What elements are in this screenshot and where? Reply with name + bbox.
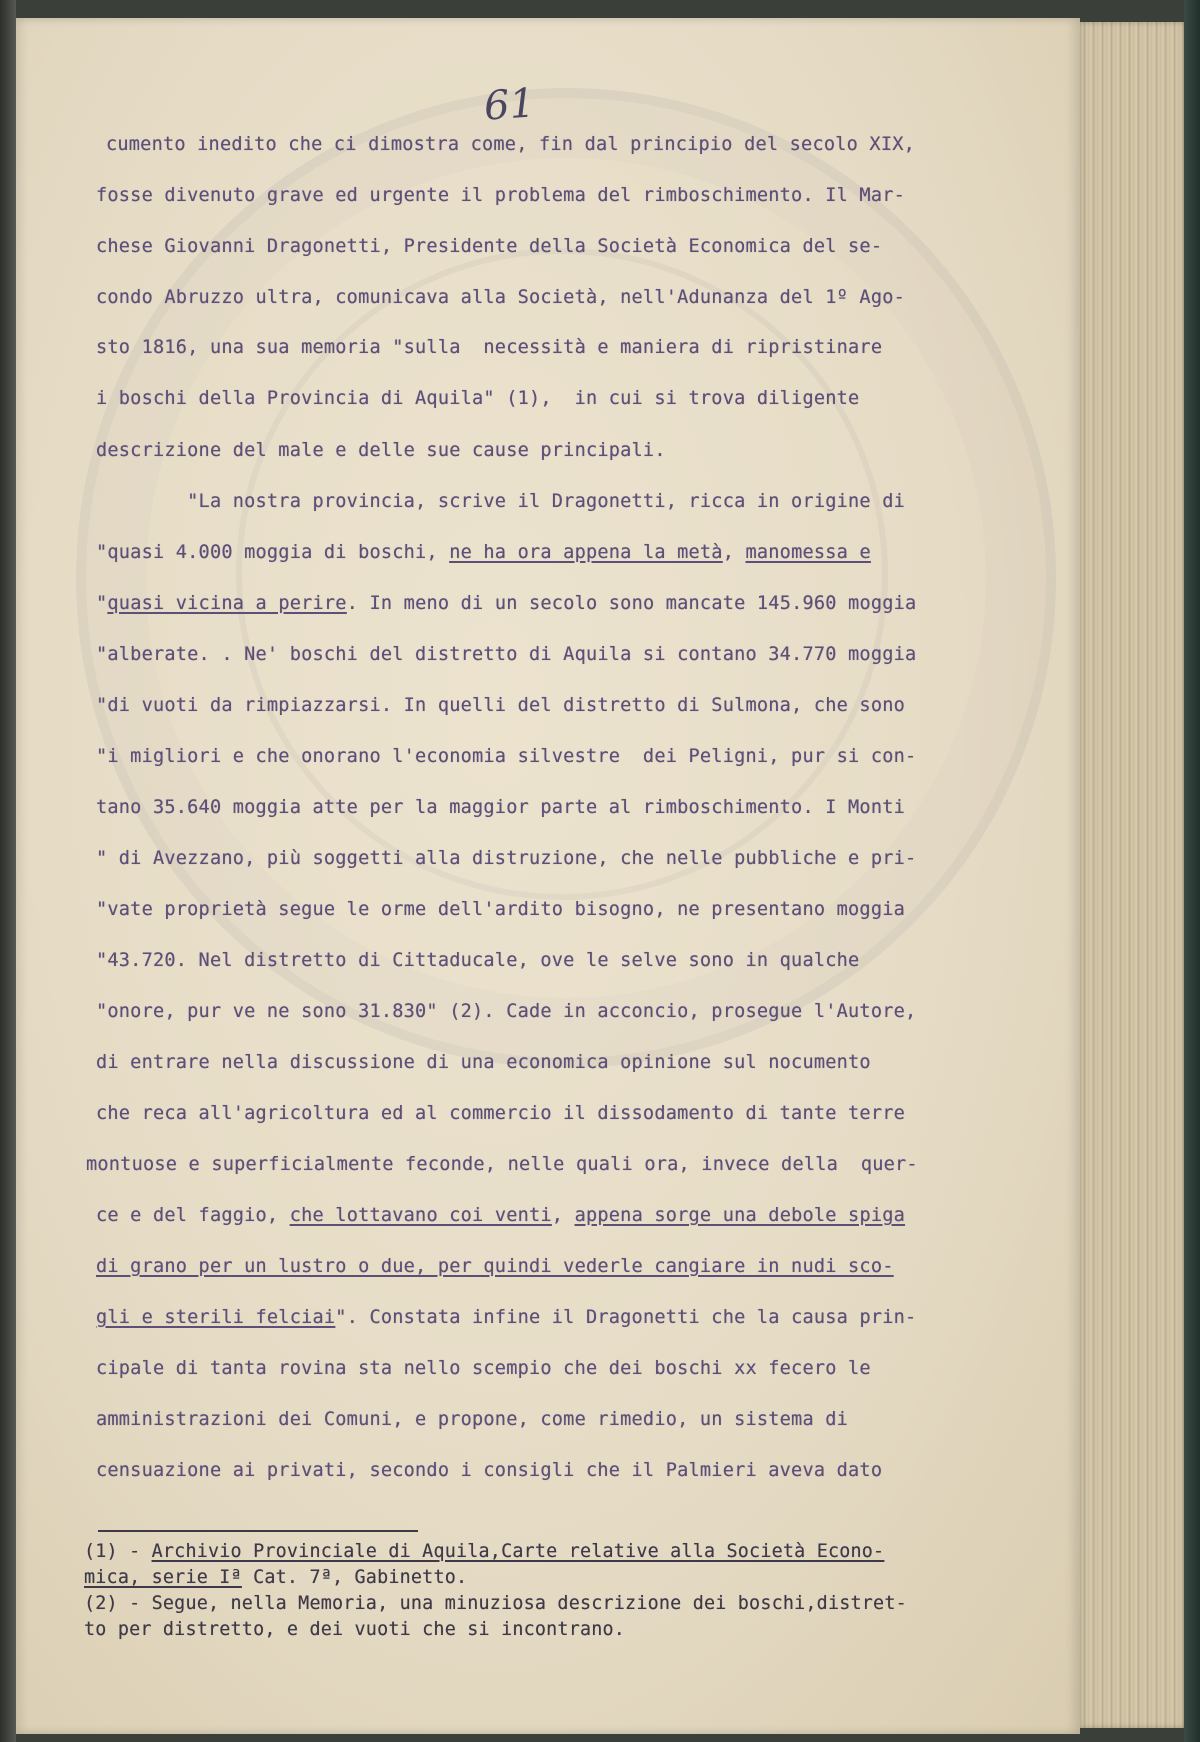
footnote-line: (2) - Segue, nella Memoria, una minuziosa descrizione dei boschi,distret- <box>84 1593 907 1614</box>
body-line: i boschi della Provincia di Aquila" (1), in cui si trova diligente <box>96 388 860 409</box>
library-stamp-watermark <box>76 88 1056 1068</box>
underlined-phrase: mica, serie Iª <box>84 1567 242 1588</box>
body-line: "vate proprietà segue le orme dell'ardito bisogno, ne presentano moggia <box>96 899 906 920</box>
underlined-phrase: manomessa e <box>745 542 871 563</box>
underlined-phrase: che lottavano coi venti <box>289 1205 552 1226</box>
book-binding-left <box>0 0 16 1742</box>
footnote-segment: (1) - <box>84 1541 152 1562</box>
underlined-phrase: appena sorge una debole spiga <box>574 1205 906 1226</box>
footnote-line <box>84 1567 467 1588</box>
body-line-segment: , <box>722 542 746 563</box>
body-line: montuose e superficialmente feconde, nelle quali ora, invece della quer- <box>86 1154 918 1175</box>
body-line: "onore, pur ve ne sono 31.830" (2). Cade in acconcio, prosegue l'Autore, <box>96 1001 917 1022</box>
body-line: cipale di tanta rovina sta nello scempio che dei boschi xx fecero le <box>96 1358 871 1379</box>
body-line: "La nostra provincia, scrive il Dragonetti, ricca in origine di <box>96 491 906 512</box>
underlined-phrase: di grano per un lustro o due, per quindi vederle cangiare in nudi sco- <box>96 1256 894 1277</box>
body-line-underlined <box>96 1256 894 1277</box>
body-line: descrizione del male e delle sue cause principali. <box>96 440 666 461</box>
document-page <box>16 18 1080 1734</box>
body-line: tano 35.640 moggia atte per la maggior parte al rimboschimento. I Monti <box>96 797 906 818</box>
body-line: "alberate. . Ne' boschi del distretto di Aquila si contano 34.770 moggia <box>96 644 917 665</box>
page-number: 61 <box>482 80 537 130</box>
footnote-separator-rule <box>98 1530 418 1532</box>
body-line: che reca all'agricoltura ed al commercio il dissodamento di tante terre <box>96 1103 906 1124</box>
body-line-underlined <box>96 542 871 563</box>
body-line: chese Giovanni Dragonetti, Presidente della Società Economica del se- <box>96 236 883 257</box>
body-line: di entrare nella discussione di una economica opinione sul nocumento <box>96 1052 871 1073</box>
underlined-phrase: ne ha ora appena la metà <box>449 542 723 563</box>
footnote-line: to per distretto, e dei vuoti che si incontrano. <box>84 1619 626 1640</box>
body-line-segment: ce e del faggio, <box>96 1205 290 1226</box>
body-line-segment: , <box>551 1205 575 1226</box>
body-line-underlined <box>96 1307 916 1328</box>
body-line-segment: " <box>96 593 108 614</box>
body-line-segment: "quasi 4.000 moggia di boschi, <box>96 542 450 563</box>
body-line-underlined <box>96 1205 905 1226</box>
body-line-underlined <box>96 593 916 614</box>
page-stack-edge <box>1080 22 1184 1728</box>
body-line: fosse divenuto grave ed urgente il problema del rimboschimento. Il Mar- <box>96 185 906 206</box>
body-line: amministrazioni dei Comuni, e propone, come rimedio, un sistema di <box>96 1409 849 1430</box>
footnote-segment: Cat. 7ª, Gabinetto. <box>241 1567 468 1588</box>
underlined-phrase: Archivio Provinciale di Aquila,Carte relative alla Società Econo- <box>151 1541 885 1562</box>
body-line: cumento inedito che ci dimostra come, fin dal principio del secolo XIX, <box>106 134 916 155</box>
body-line: " di Avezzano, più soggetti alla distruzione, che nelle pubbliche e pri- <box>96 848 917 869</box>
footnote-line <box>84 1541 884 1562</box>
book-cover-right <box>1184 0 1200 1742</box>
body-line: censuazione ai privati, secondo i consigli che il Palmieri aveva dato <box>96 1460 883 1481</box>
body-line: condo Abruzzo ultra, comunicava alla Società, nell'Adunanza del 1º Ago- <box>96 287 906 308</box>
body-line: "i migliori e che onorano l'economia silvestre dei Peligni, pur si con- <box>96 746 917 767</box>
underlined-phrase: gli e sterili felciai <box>96 1307 336 1328</box>
body-line: sto 1816, una sua memoria "sulla necessità e maniera di ripristinare <box>96 337 883 358</box>
underlined-phrase: quasi vicina a perire <box>107 593 347 614</box>
body-line: "43.720. Nel distretto di Cittaducale, ove le selve sono in qualche <box>96 950 860 971</box>
body-line-segment: . In meno di un secolo sono mancate 145.960 moggia <box>346 593 917 614</box>
body-line: "di vuoti da rimpiazzarsi. In quelli del distretto di Sulmona, che sono <box>96 695 906 716</box>
body-line-segment: ". Constata infine il Dragonetti che la causa prin- <box>335 1307 917 1328</box>
